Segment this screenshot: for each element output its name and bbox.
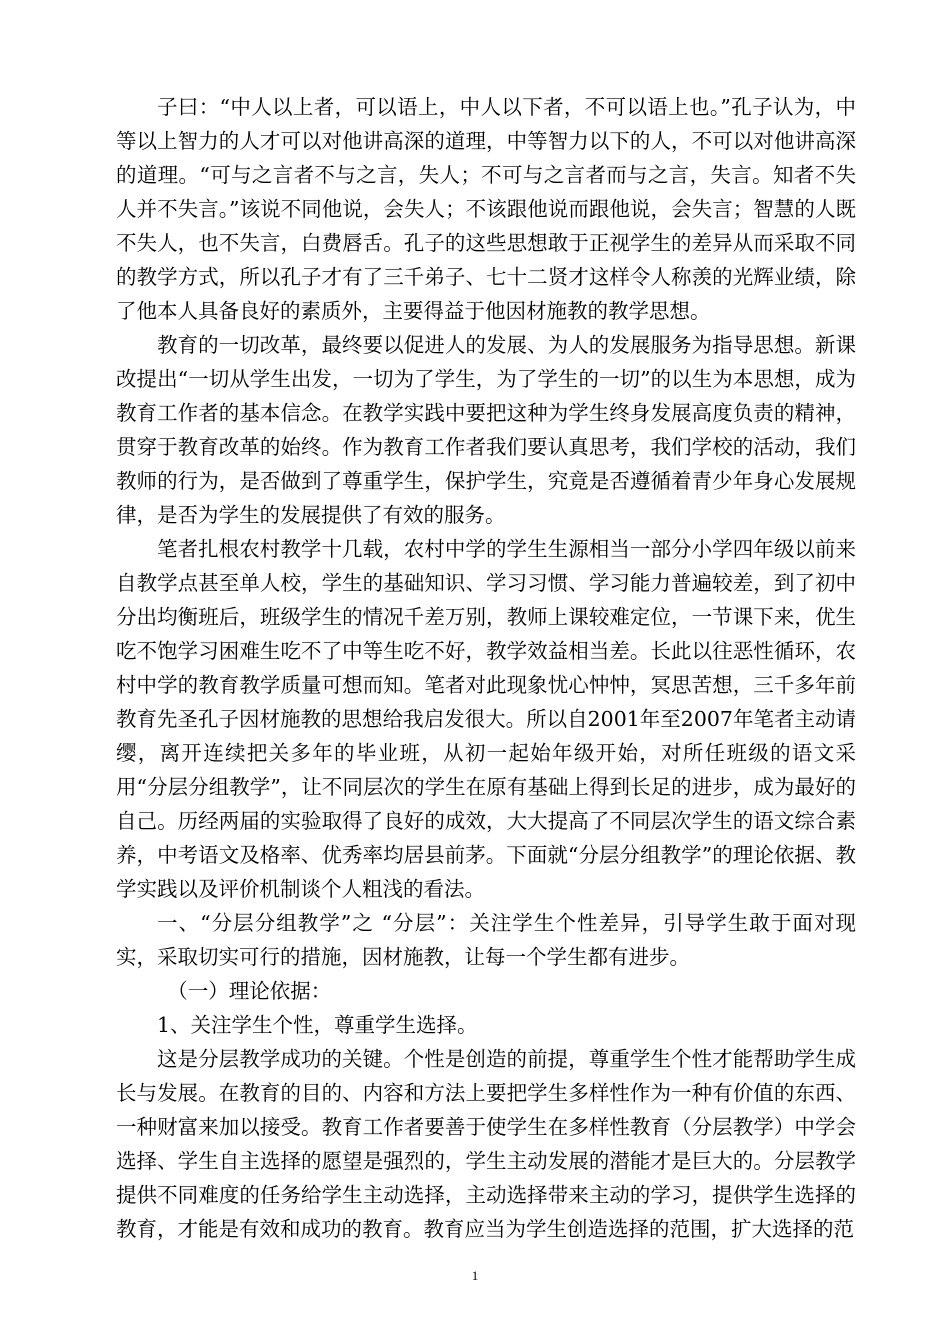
point-heading-individuality: 1、关注学生个性，尊重学生选择。 <box>157 1013 478 1037</box>
paragraph-confucius-quote: 子曰：“中人以上者，可以语上，中人以下者，不可以语上也。”孔子认为，中等以上智力的人才可以对他讲高深的道理，中等智力以下的人，不可以对他讲高深的道理。“可与之言者不与之言，失人；不可与之言者而与之言，失言。知者不失人并不失言。”该说不同他说，会失人；不该跟他说而跟他说，会失言；智慧的人既不失人，也不失言，白费唇舌。孔子的这些思想敢于正视学生的差异从而采取不同的教学方式，所以孔子才有了三千弟子、七十二贤才这样令人称羡的光辉业绩，除了他本人具备良好的素质外，主要得益于他因材施教的教学思想。 <box>116 95 856 323</box>
page-number: 1 <box>471 1268 479 1283</box>
document-page <box>116 90 856 1246</box>
paragraph-rural-teaching: 笔者扎根农村教学十几载，农村中学的学生生源相当一部分小学四年级以前来自教学点甚至单人校，学生的基础知识、学习习惯、学习能力普遍较差，到了初中分出均衡班后，班级学生的情况千差万别，教师上课较难定位，一节课下来，优生吃不饱学习困难生吃不了中等生吃不好，教学效益相当差。长此以往恶性循环，农村中学的教育教学质量可想而知。笔者对此现象忧心忡忡，冥思苦想，三千多年前教育先圣孔子因材施教的思想给我启发很大。所以自2001年至2007年笔者主动请缨，离开连续把关多年的毕业班，从初一起始年级开始，对所任班级的语文采用“分层分组教学”，让不同层次的学生在原有基础上得到长足的进步，成为最好的自己。历经两届的实验取得了良好的成效，大大提高了不同层次学生的语文综合素养，中考语文及格率、优秀率均居县前茅。下面就“分层分组教学”的理论依据、教学实践以及评价机制谈个人粗浅的看法。 <box>116 537 856 901</box>
subsection-heading-theory: （一）理论依据： <box>167 979 332 1003</box>
section-heading-layering: 一、“分层分组教学”之 “分层”：关注学生个性差异，引导学生敢于面对现实，采取切实可行的措施，因材施教，让每一个学生都有进步。 <box>116 911 856 969</box>
paragraph-student-choice: 这是分层教学成功的关键。个性是创造的前提，尊重学生个性才能帮助学生成长与发展。在教育的目的、内容和方法上要把学生多样性作为一种有价值的东西、一种财富来加以接受。教育工作者要善于使学生在多样性教育（分层教学）中学会选择、学生自主选择的愿望是强烈的，学生主动发展的潜能才是巨大的。分层教学提供不同难度的任务给学生主动选择，主动选择带来主动的学习，提供学生选择的教育，才能是有效和成功的教育。教育应当为学生创造选择的范围，扩大选择的范 <box>116 1047 856 1241</box>
paragraph-education-reform: 教育的一切改革，最终要以促进人的发展、为人的发展服务为指导思想。新课改提出“一切从学生出发，一切为了学生，为了学生的一切”的以生为本思想，成为教育工作者的基本信念。在教学实践中要把这种为学生终身发展高度负责的精神，贯穿于教育改革的始终。作为教育工作者我们要认真思考，我们学校的活动，我们教师的行为，是否做到了尊重学生，保护学生，究竟是否遵循着青少年身心发展规律，是否为学生的发展提供了有效的服务。 <box>116 333 856 527</box>
